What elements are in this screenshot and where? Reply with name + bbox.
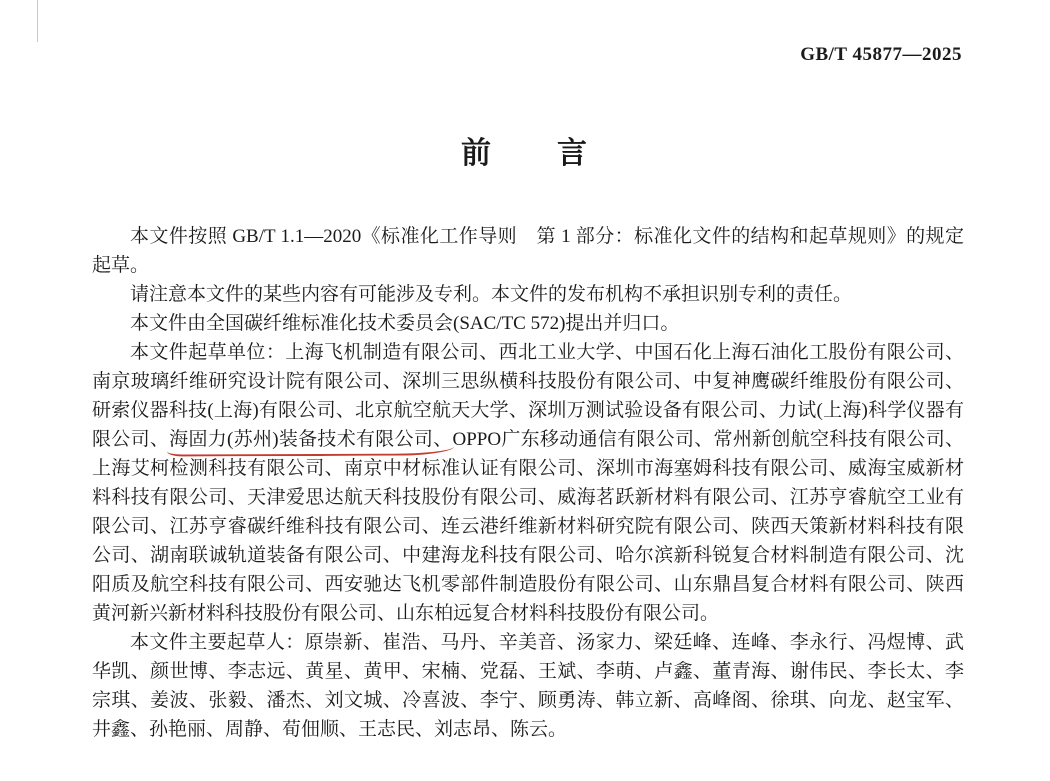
scan-artifact-line [37, 0, 38, 42]
foreword-body [92, 222, 964, 744]
paragraph-patent-notice: 请注意本文件的某些内容有可能涉及专利。本文件的发布机构不承担识别专利的责任。 [130, 284, 853, 305]
standard-code: GB/T 45877—2025 [800, 44, 962, 65]
paragraph-committee: 本文件由全国碳纤维标准化技术委员会(SAC/TC 572)提出并归口。 [130, 313, 680, 334]
paragraph-drafting-organizations [92, 338, 964, 628]
page-title: 前 言 [461, 137, 589, 170]
underlined-company-annotation: 海固力(苏州)装备技术有限公司、 [169, 429, 453, 450]
orgs-text-before: 本文件起草单位：上海飞机制造有限公司、西北工业大学、中国石化上海石油化工股份有限公司、南京玻璃纤维研究设计院有限公司、深圳三思纵横科技股份有限公司、中复神鹰碳纤维股份有限公司、研索仪器科技(上海)有限公司、北京航空航天大学、深圳万测试验设备有限公司、力试(上海)科学仪器有限公司、 [92, 342, 964, 450]
orgs-text-after: OPPO广东移动通信有限公司、常州新创航空科技有限公司、上海艾柯检测科技有限公司、南京中材标准认证有限公司、深圳市海塞姆科技有限公司、威海宝威新材料科技有限公司、天津爱思达航天科技股份有限公司、威海茗跃新材料有限公司、江苏亨睿航空工业有限公司、江苏亨睿碳纤维科技有限公司、连云港纤维新材料研究院有限公司、陕西天策新材料科技有限公司、湖南联诚轨道装备有限公司、中建海龙科技有限公司、哈尔滨新科锐复合材料制造有限公司、沈阳质及航空科技有限公司、西安驰达飞机零部件制造股份有限公司、山东鼎昌复合材料有限公司、陕西黄河新兴新材料科技股份有限公司、山东柏远复合材料科技股份有限公司。 [92, 429, 965, 624]
paragraph-drafting-rules: 本文件按照 GB/T 1.1—2020《标准化工作导则 第 1 部分：标准化文件的结构和起草规则》的规定起草。 [92, 226, 964, 276]
paragraph-main-drafters: 本文件主要起草人：原崇新、崔浩、马丹、辛美音、汤家力、梁廷峰、连峰、李永行、冯煜博、武华凯、颜世博、李志远、黄星、黄甲、宋楠、党磊、王斌、李萌、卢鑫、董青海、谢伟民、李长太、李宗琪、姜波、张毅、潘杰、刘文城、冷喜波、李宁、顾勇涛、韩立新、高峰阁、徐琪、向龙、赵宝军、井鑫、孙艳丽、周静、荀佃顺、王志民、刘志昂、陈云。 [92, 632, 964, 740]
